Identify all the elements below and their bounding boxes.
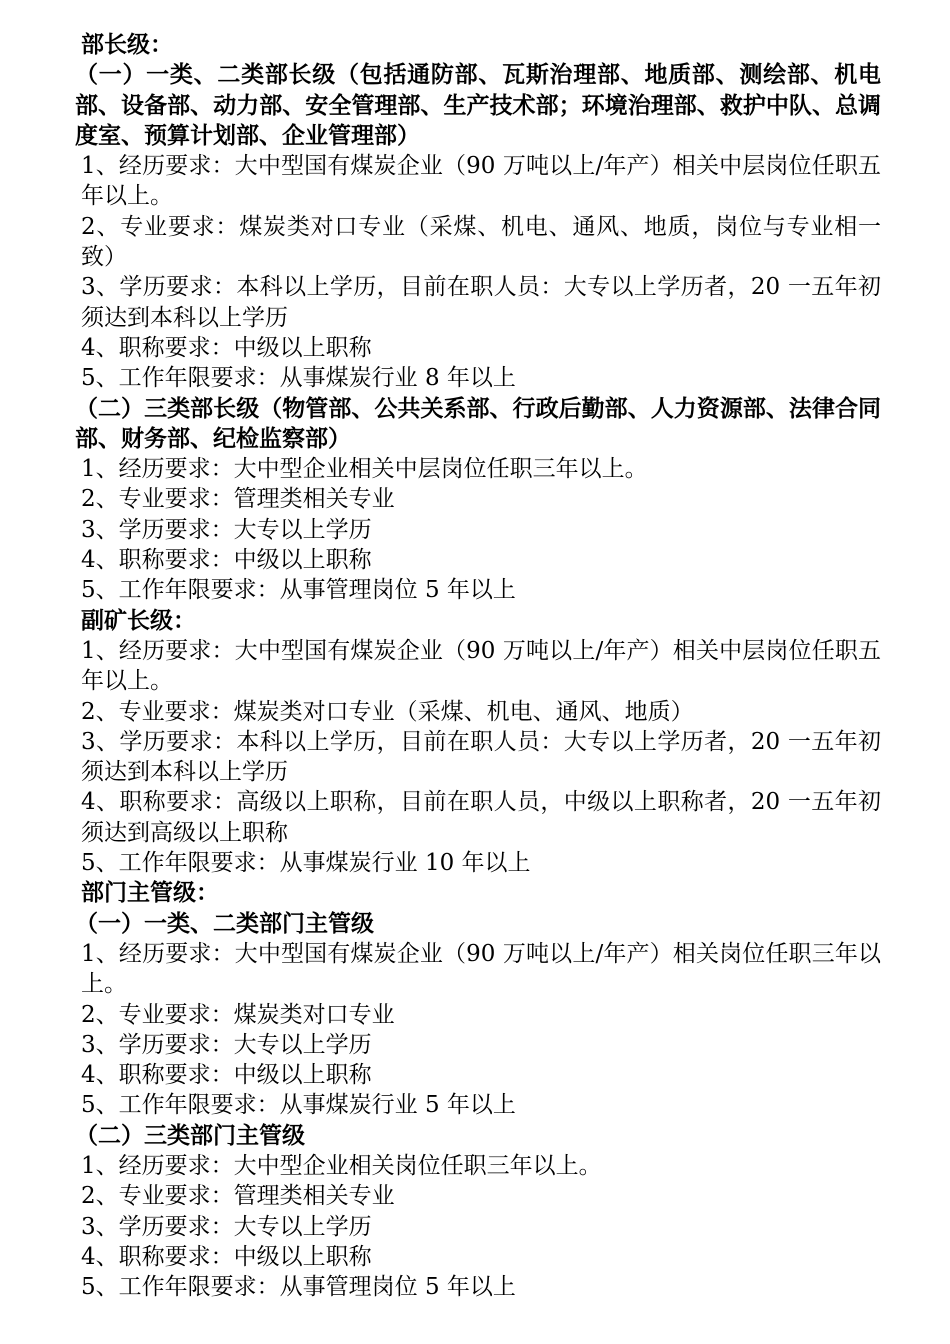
requirement-item: 2、专业要求：煤炭类对口专业（采煤、机电、通风、地质）: [81, 698, 694, 725]
requirement-item: 3、学历要求：本科以上学历，目前在职人员：大专以上学历者，20 一五年初须达到本科以上学历: [81, 728, 881, 786]
requirement-item: 2、专业要求：煤炭类对口专业（采煤、机电、通风、地质，岗位与专业相一致）: [81, 213, 881, 271]
section-heading: 部长级：: [81, 31, 173, 58]
subsection-heading: （二）三类部门主管级: [75, 1121, 305, 1149]
subsection-heading: （二）三类部长级（物管部、公共关系部、行政后勤部、人力资源部、法律合同部、财务部、纪检监察部）: [75, 394, 881, 452]
section-heading: 部门主管级：: [81, 879, 219, 907]
requirement-item: 1、经历要求：大中型国有煤炭企业（90 万吨以上/年产）相关中层岗位任职五年以上。: [81, 637, 881, 695]
requirement-item: 5、工作年限要求：从事煤炭行业 10 年以上: [81, 850, 531, 877]
requirement-item: 3、学历要求：大专以上学历: [81, 1031, 372, 1058]
requirement-item: 1、经历要求：大中型国有煤炭企业（90 万吨以上/年产）相关岗位任职三年以上。: [81, 940, 881, 998]
requirement-item: 5、工作年限要求：从事管理岗位 5 年以上: [81, 1274, 516, 1301]
requirement-item: 2、专业要求：管理类相关专业: [81, 486, 395, 513]
requirement-item: 4、职称要求：高级以上职称，目前在职人员，中级以上职称者，20 一五年初须达到高级以上职称: [81, 789, 881, 846]
requirement-item: 3、学历要求：本科以上学历，目前在职人员：大专以上学历者，20 一五年初须达到本科以上学历: [81, 274, 881, 331]
requirement-item: 2、专业要求：煤炭类对口专业: [81, 1001, 395, 1028]
requirement-item: 2、专业要求：管理类相关专业: [81, 1183, 395, 1210]
subsection-heading: （一）一类、二类部长级（包括通防部、瓦斯治理部、地质部、测绘部、机电部、设备部、动力部、安全管理部、生产技术部；环境治理部、救护中队、总调度室、预算计划部、企业管理部）: [75, 61, 881, 149]
requirement-item: 1、经历要求：大中型国有煤炭企业（90 万吨以上/年产）相关中层岗位任职五年以上。: [81, 153, 881, 210]
requirement-item: 4、职称要求：中级以上职称: [81, 1062, 372, 1089]
requirement-item: 3、学历要求：大专以上学历: [81, 516, 372, 543]
requirement-item: 3、学历要求：大专以上学历: [81, 1213, 372, 1240]
requirement-item: 4、职称要求：中级以上职称: [81, 1243, 372, 1270]
requirement-item: 5、工作年限要求：从事管理岗位 5 年以上: [81, 577, 516, 604]
requirement-item: 5、工作年限要求：从事煤炭行业 8 年以上: [81, 365, 516, 392]
document-page: [75, 30, 881, 1302]
requirement-item: 4、职称要求：中级以上职称: [81, 547, 372, 574]
requirement-item: 1、经历要求：大中型企业相关岗位任职三年以上。: [81, 1152, 602, 1179]
requirement-item: 4、职称要求：中级以上职称: [81, 334, 372, 361]
requirement-item: 5、工作年限要求：从事煤炭行业 5 年以上: [81, 1092, 516, 1119]
requirement-item: 1、经历要求：大中型企业相关中层岗位任职三年以上。: [81, 456, 648, 483]
section-heading: 副矿长级：: [81, 606, 196, 634]
subsection-heading: （一）一类、二类部门主管级: [75, 909, 374, 937]
